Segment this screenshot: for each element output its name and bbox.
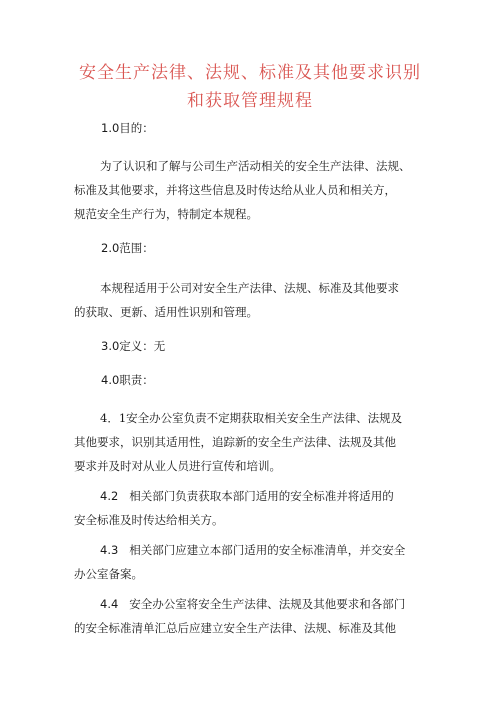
paragraph-line: 的安全标准清单汇总后应建立安全生产法律、法规、标准及其他 bbox=[74, 621, 396, 635]
paragraph-line: 标准及其他要求，并将这些信息及时传达给从业人员和相关方， bbox=[74, 183, 396, 197]
item-text: 相关部门负责获取本部门适用的安全标准并将适用的 bbox=[129, 489, 394, 503]
section-heading-purpose: 1.0目的： bbox=[101, 121, 154, 135]
purpose-paragraph bbox=[74, 154, 434, 226]
duty-item-4 bbox=[74, 592, 434, 640]
paragraph-line: 4．1安全办公室负责不定期获取相关安全生产法律、法规及 bbox=[100, 411, 403, 425]
duty-item-3 bbox=[74, 538, 434, 586]
paragraph-line: 安全标准及时传达给相关方。 bbox=[74, 513, 224, 527]
paragraph-line: 的获取、更新、适用性识别和管理。 bbox=[74, 305, 258, 319]
paragraph-line: 其他要求，识别其适用性，追踪新的安全生产法律、法规及其他 bbox=[74, 435, 396, 449]
paragraph-line: 为了认识和了解与公司生产活动相关的安全生产法律、法规、 bbox=[100, 159, 411, 173]
item-number: 4.2 bbox=[100, 489, 119, 503]
paragraph-line: 办公室备案。 bbox=[74, 567, 143, 581]
item-number: 4.4 bbox=[100, 597, 119, 611]
item-text: 相关部门应建立本部门适用的安全标准清单，并交安全 bbox=[129, 543, 406, 557]
scope-paragraph bbox=[74, 276, 434, 324]
item-number: 4.3 bbox=[100, 543, 119, 557]
section-heading-scope: 2.0范围： bbox=[101, 241, 154, 255]
section-heading-definition: 3.0定义：无 bbox=[101, 339, 166, 353]
paragraph-line bbox=[74, 484, 434, 508]
paragraph-line bbox=[74, 538, 434, 562]
section-heading-duties: 4.0职责： bbox=[101, 373, 154, 387]
item-text: 安全办公室将安全生产法律、法规及其他要求和各部门 bbox=[129, 597, 406, 611]
document-title-line-1: 安全生产法律、法规、标准及其他要求识别 bbox=[79, 63, 421, 83]
paragraph-line: 本规程适用于公司对安全生产法律、法规、标准及其他要求 bbox=[100, 281, 399, 295]
paragraph-line: 要求并及时对从业人员进行宣传和培训。 bbox=[74, 459, 281, 473]
duty-item-1 bbox=[74, 406, 434, 478]
paragraph-line: 规范安全生产行为，特制定本规程。 bbox=[74, 207, 258, 221]
paragraph-line bbox=[74, 592, 434, 616]
duty-item-2 bbox=[74, 484, 434, 532]
document-title-line-2: 和获取管理规程 bbox=[187, 91, 313, 111]
